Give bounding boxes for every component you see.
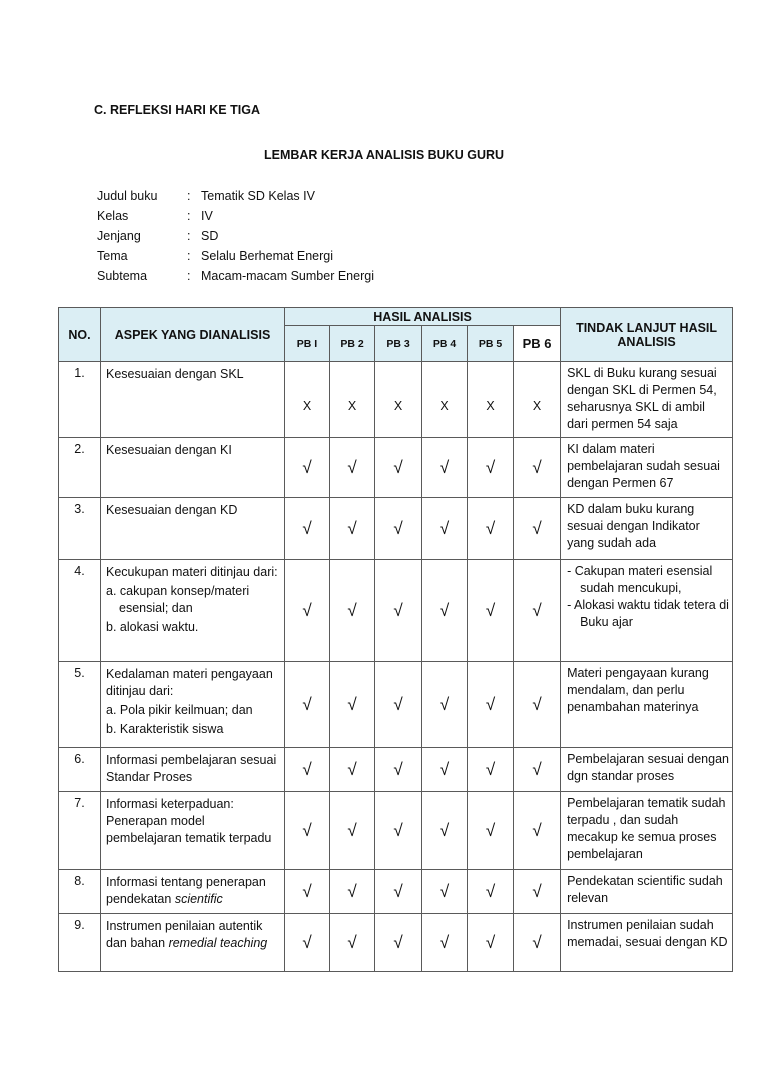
aspek-subitem: a. cakupan konsep/materi esensial; dan bbox=[106, 584, 250, 615]
mark-check: √ bbox=[468, 914, 514, 972]
table-row bbox=[59, 362, 733, 438]
meta-separator: : bbox=[187, 209, 191, 223]
tindak-list-item: - Cakupan materi esensial sudah mencukupi, bbox=[567, 564, 713, 595]
row-tindak-lanjut: Instrumen penilaian sudah memadai, sesuai dengan KD bbox=[561, 914, 733, 972]
meta-label: Jenjang bbox=[97, 229, 141, 243]
table-row bbox=[59, 438, 733, 498]
mark-check: √ bbox=[514, 498, 561, 560]
mark-check: √ bbox=[330, 560, 375, 662]
mark-check: √ bbox=[468, 438, 514, 498]
aspek-text: Instrumen penilaian autentik dan bahan bbox=[106, 919, 263, 950]
row-number: 8. bbox=[59, 870, 101, 914]
mark-check: √ bbox=[514, 560, 561, 662]
table-row bbox=[59, 870, 733, 914]
row-number: 7. bbox=[59, 792, 101, 870]
book-info bbox=[97, 186, 374, 286]
row-tindak-lanjut: Pembelajaran sesuai dengan dgn standar proses bbox=[561, 748, 733, 792]
mark-check: √ bbox=[285, 792, 330, 870]
mark-check: √ bbox=[514, 914, 561, 972]
header-pb3: PB 3 bbox=[375, 326, 422, 362]
row-aspek: Kesesuaian dengan KI bbox=[101, 438, 285, 498]
mark-check: √ bbox=[330, 498, 375, 560]
mark-check: √ bbox=[285, 498, 330, 560]
mark-check: √ bbox=[468, 662, 514, 748]
meta-label: Tema bbox=[97, 249, 128, 263]
mark-check: √ bbox=[285, 870, 330, 914]
table-row bbox=[59, 498, 733, 560]
mark-check: √ bbox=[422, 498, 468, 560]
mark-check: √ bbox=[330, 914, 375, 972]
mark-check: √ bbox=[375, 498, 422, 560]
mark-check: √ bbox=[285, 914, 330, 972]
mark-check: √ bbox=[468, 792, 514, 870]
row-tindak-lanjut: Pembelajaran tematik sudah terpadu , dan sudah mecakup ke semua proses pembelajaran bbox=[561, 792, 733, 870]
meta-row bbox=[97, 246, 374, 266]
mark-check: √ bbox=[375, 662, 422, 748]
row-aspek: Informasi pembelajaran sesuai Standar Proses bbox=[101, 748, 285, 792]
header-pb4: PB 4 bbox=[422, 326, 468, 362]
row-number: 5. bbox=[59, 662, 101, 748]
mark-cross: X bbox=[285, 362, 330, 438]
mark-check: √ bbox=[375, 438, 422, 498]
row-aspek: Informasi keterpaduan: Penerapan model pembelajaran tematik terpadu bbox=[101, 792, 285, 870]
mark-check: √ bbox=[330, 748, 375, 792]
mark-check: √ bbox=[375, 792, 422, 870]
aspek-main: Kecukupan materi ditinjau dari: bbox=[106, 565, 278, 579]
meta-separator: : bbox=[187, 189, 191, 203]
header-hasil-analisis: HASIL ANALISIS bbox=[285, 308, 561, 326]
meta-separator: : bbox=[187, 249, 191, 263]
row-tindak-lanjut: Materi pengayaan kurang mendalam, dan perlu penambahan materinya bbox=[561, 662, 733, 748]
aspek-italic-term: remedial teaching bbox=[168, 936, 268, 950]
meta-value: Macam-macam Sumber Energi bbox=[201, 269, 374, 283]
mark-check: √ bbox=[514, 662, 561, 748]
table-row bbox=[59, 560, 733, 662]
aspek-main: Kedalaman materi pengayaan ditinjau dari: bbox=[106, 667, 273, 698]
row-tindak-lanjut: Pendekatan scientific sudah relevan bbox=[561, 870, 733, 914]
mark-check: √ bbox=[422, 792, 468, 870]
row-aspek: Kesesuaian dengan KD bbox=[101, 498, 285, 560]
mark-check: √ bbox=[514, 438, 561, 498]
row-aspek bbox=[101, 662, 285, 748]
row-number: 6. bbox=[59, 748, 101, 792]
meta-separator: : bbox=[187, 269, 191, 283]
meta-row bbox=[97, 266, 374, 286]
header-pb1: PB I bbox=[285, 326, 330, 362]
mark-check: √ bbox=[422, 870, 468, 914]
mark-check: √ bbox=[285, 748, 330, 792]
mark-check: √ bbox=[422, 914, 468, 972]
row-tindak-lanjut bbox=[561, 560, 733, 662]
mark-cross: X bbox=[422, 362, 468, 438]
row-aspek bbox=[101, 560, 285, 662]
row-tindak-lanjut: KD dalam buku kurang sesuai dengan Indikator yang sudah ada bbox=[561, 498, 733, 560]
row-number: 9. bbox=[59, 914, 101, 972]
row-aspek bbox=[101, 914, 285, 972]
mark-check: √ bbox=[468, 560, 514, 662]
aspek-italic-term: scientific bbox=[174, 892, 223, 906]
section-heading: C. REFLEKSI HARI KE TIGA bbox=[94, 103, 260, 117]
aspek-subitem: b. alokasi waktu. bbox=[106, 620, 199, 634]
tindak-list-item: - Alokasi waktu tidak tetera di Buku ajar bbox=[567, 598, 729, 629]
table-row bbox=[59, 914, 733, 972]
mark-check: √ bbox=[330, 662, 375, 748]
aspek-text: Informasi tentang penerapan pendekatan bbox=[106, 875, 266, 906]
mark-check: √ bbox=[285, 560, 330, 662]
meta-separator: : bbox=[187, 229, 191, 243]
mark-check: √ bbox=[514, 748, 561, 792]
meta-row bbox=[97, 226, 374, 246]
analysis-table bbox=[58, 307, 733, 972]
row-number: 2. bbox=[59, 438, 101, 498]
row-aspek: Kesesuaian dengan SKL bbox=[101, 362, 285, 438]
aspek-subitem: b. Karakteristik siswa bbox=[106, 722, 224, 736]
header-pb6: PB 6 bbox=[514, 326, 561, 362]
mark-check: √ bbox=[468, 870, 514, 914]
mark-check: √ bbox=[375, 748, 422, 792]
mark-check: √ bbox=[422, 748, 468, 792]
header-pb5: PB 5 bbox=[468, 326, 514, 362]
mark-check: √ bbox=[375, 914, 422, 972]
mark-check: √ bbox=[330, 792, 375, 870]
meta-value: IV bbox=[201, 209, 213, 223]
mark-check: √ bbox=[375, 560, 422, 662]
row-number: 1. bbox=[59, 362, 101, 438]
header-tindak-lanjut: TINDAK LANJUT HASIL ANALISIS bbox=[561, 308, 733, 362]
row-number: 3. bbox=[59, 498, 101, 560]
mark-check: √ bbox=[375, 870, 422, 914]
header-aspek: ASPEK YANG DIANALISIS bbox=[101, 308, 285, 362]
header-no: NO. bbox=[59, 308, 101, 362]
meta-label: Subtema bbox=[97, 269, 148, 283]
table-row bbox=[59, 662, 733, 748]
mark-check: √ bbox=[514, 870, 561, 914]
mark-cross: X bbox=[375, 362, 422, 438]
meta-value: Tematik SD Kelas IV bbox=[201, 189, 315, 203]
mark-check: √ bbox=[285, 662, 330, 748]
row-aspek bbox=[101, 870, 285, 914]
mark-check: √ bbox=[285, 438, 330, 498]
meta-label: Kelas bbox=[97, 209, 129, 223]
mark-check: √ bbox=[422, 662, 468, 748]
meta-label: Judul buku bbox=[97, 189, 158, 203]
mark-check: √ bbox=[468, 498, 514, 560]
row-number: 4. bbox=[59, 560, 101, 662]
mark-check: √ bbox=[422, 438, 468, 498]
table-row bbox=[59, 792, 733, 870]
mark-check: √ bbox=[330, 870, 375, 914]
mark-cross: X bbox=[330, 362, 375, 438]
mark-check: √ bbox=[514, 792, 561, 870]
meta-row bbox=[97, 186, 374, 206]
mark-check: √ bbox=[422, 560, 468, 662]
meta-value: SD bbox=[201, 229, 219, 243]
mark-check: √ bbox=[330, 438, 375, 498]
mark-check: √ bbox=[468, 748, 514, 792]
meta-value: Selalu Berhemat Energi bbox=[201, 249, 334, 263]
mark-cross: X bbox=[468, 362, 514, 438]
mark-cross: X bbox=[514, 362, 561, 438]
meta-row bbox=[97, 206, 374, 226]
table-row bbox=[59, 748, 733, 792]
header-pb2: PB 2 bbox=[330, 326, 375, 362]
aspek-subitem: a. Pola pikir keilmuan; dan bbox=[106, 703, 253, 717]
document-title: LEMBAR KERJA ANALISIS BUKU GURU bbox=[263, 148, 505, 162]
row-tindak-lanjut: KI dalam materi pembelajaran sudah sesuai dengan Permen 67 bbox=[561, 438, 733, 498]
row-tindak-lanjut: SKL di Buku kurang sesuai dengan SKL di Permen 54, seharusnya SKL di ambil dari permen 54 saja bbox=[561, 362, 733, 438]
